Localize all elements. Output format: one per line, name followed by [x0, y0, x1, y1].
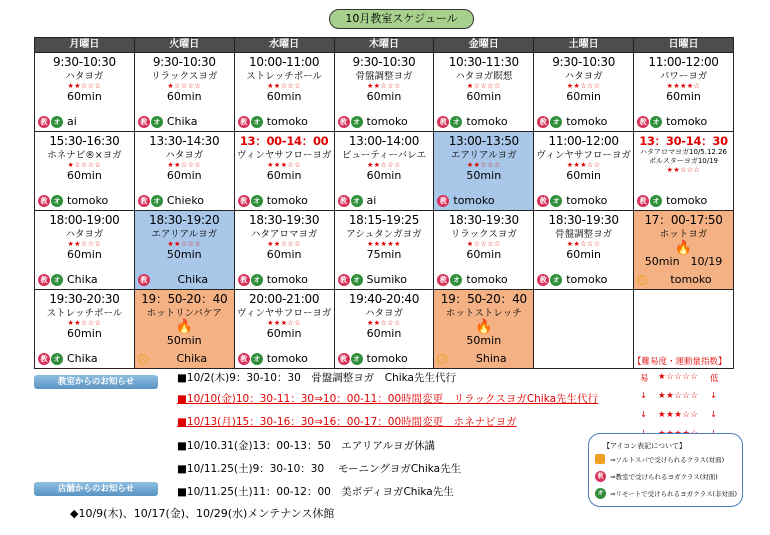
class-cell[interactable]: [35, 211, 135, 290]
classroom-icon: 教: [437, 116, 449, 128]
schedule-body: [35, 53, 734, 369]
difficulty-stars: ★☆☆☆☆: [67, 161, 102, 169]
class-name: ハタヨガ: [564, 71, 603, 82]
class-footer: [38, 194, 132, 207]
class-name: ハタヨガ: [364, 308, 403, 319]
class-time: 13：30-14：30: [639, 134, 728, 148]
teacher-name: tomoko: [366, 114, 408, 128]
class-duration: 60min: [67, 90, 102, 103]
class-name: 骨盤調整ヨガ: [555, 229, 613, 240]
schedule-table: [34, 37, 734, 369]
notice-line: ■10/13(月)15：30-16：30⇒16：00-17：00時間変更 ホネナビヨガ: [177, 416, 517, 428]
class-name: ヴィンヤサフローヨガ: [536, 150, 631, 161]
class-time: 20:00-21:00: [249, 292, 320, 306]
class-time: 18:30-19:20: [149, 213, 220, 227]
classroom-icon: 教: [338, 353, 350, 365]
class-time: 13:30-14:30: [149, 134, 220, 148]
teacher-name: tomoko: [266, 193, 308, 207]
teacher-name: Chika: [67, 351, 98, 365]
class-name: ストレッチポール: [46, 308, 123, 319]
teacher-name: tomoko: [566, 193, 608, 207]
online-icon: オ: [151, 116, 163, 128]
class-duration: 60min: [266, 248, 302, 261]
class-cell[interactable]: [334, 132, 434, 211]
class-time: 10:30-11:30: [448, 55, 519, 69]
teacher-name: tomoko: [466, 114, 508, 128]
class-time: 18:30-19:30: [448, 213, 519, 227]
class-name: ハタアロマヨガ: [250, 229, 318, 240]
class-time: 9:30-10:30: [152, 55, 216, 69]
class-time: 13:00-14:00: [348, 134, 420, 148]
class-duration: 60min: [566, 90, 602, 103]
class-name: アシュタンガヨガ: [346, 229, 422, 240]
class-footer: [437, 115, 531, 128]
classroom-icon: 教: [537, 195, 549, 207]
class-cell[interactable]: [434, 211, 534, 290]
class-duration: 60min: [166, 169, 202, 182]
class-duration: 60min: [67, 327, 102, 340]
online-icon: オ: [550, 116, 562, 128]
class-time: 11:00-12:00: [548, 134, 619, 148]
teacher-name: tomoko: [266, 351, 308, 365]
class-footer: [338, 352, 432, 365]
day-header-mon: 月曜日: [35, 38, 135, 53]
teacher-name: tomoko: [666, 114, 708, 128]
difficulty-stars: ★★☆☆☆: [566, 240, 601, 248]
classroom-icon: 教: [38, 195, 50, 207]
class-name: リラックスヨガ: [151, 71, 218, 82]
difficulty-stars: ★★★★★: [367, 240, 401, 248]
class-cell[interactable]: [234, 53, 334, 132]
class-duration: 75min: [366, 248, 402, 261]
online-icon: オ: [351, 274, 363, 286]
class-duration: 60min: [366, 169, 402, 182]
icon-legend-row: オ ⇒リモートで受けられるヨガクラス(非対面): [595, 488, 737, 499]
class-cell[interactable]: [334, 290, 434, 369]
class-cell[interactable]: [534, 132, 634, 211]
class-cell[interactable]: [434, 132, 534, 211]
class-footer: [138, 273, 232, 286]
classroom-icon: 教: [437, 274, 449, 286]
class-time: 18:15-19:25: [348, 213, 420, 227]
teacher-name: Chika: [177, 272, 209, 286]
class-time: 9:30-10:30: [52, 55, 116, 69]
online-icon: オ: [351, 116, 363, 128]
class-name: 骨盤調整ヨガ: [355, 71, 413, 82]
teacher-name: tomoko: [266, 272, 308, 286]
online-icon: オ: [550, 195, 562, 207]
class-name: ヴィンヤサフローヨガ: [236, 150, 332, 161]
teacher-name: tomoko: [67, 193, 109, 207]
class-footer: [238, 115, 332, 128]
class-footer: [238, 273, 332, 286]
class-footer: [637, 115, 731, 128]
class-duration: 50min: [466, 334, 502, 347]
class-duration: 60min: [266, 90, 302, 103]
classroom-icon: 教: [238, 353, 250, 365]
teacher-name: tomoko: [266, 114, 308, 128]
class-cell[interactable]: [234, 211, 334, 290]
online-icon: オ: [251, 195, 263, 207]
day-header-sat: 土曜日: [534, 38, 634, 53]
online-icon: オ: [450, 116, 462, 128]
classroom-icon: 教: [637, 116, 649, 128]
difficulty-stars: ★☆☆☆☆: [466, 240, 501, 248]
online-icon: オ: [450, 274, 462, 286]
difficulty-stars: ★★☆☆☆: [566, 82, 601, 90]
class-name: ハタアロマヨガ10/5.12.26: [640, 148, 728, 156]
difficulty-stars: ★★★☆☆: [566, 161, 601, 169]
teacher-name: tomoko: [566, 272, 608, 286]
classroom-icon: 教: [338, 274, 350, 286]
class-name: ホネナビ®×ヨガ: [47, 150, 122, 161]
class-name: ハタヨガ: [65, 71, 104, 82]
class-footer: [637, 273, 731, 286]
classroom-icon: 教: [338, 195, 350, 207]
difficulty-stars: ★★★☆☆: [267, 161, 302, 169]
class-time: 9:30-10:30: [552, 55, 616, 69]
class-cell[interactable]: [634, 132, 734, 211]
online-icon: オ: [151, 195, 163, 207]
class-time: 13：00-14：00: [239, 134, 329, 148]
classroom-icon: 教: [138, 274, 150, 286]
online-icon: オ: [51, 353, 63, 365]
class-cell[interactable]: [534, 53, 634, 132]
class-cell[interactable]: [35, 53, 135, 132]
difficulty-stars: ★★☆☆☆: [67, 82, 102, 90]
class-cell[interactable]: [334, 53, 434, 132]
teacher-name: ai: [366, 193, 377, 207]
notice-line: ■10/10.31(金)13：00-13：50 エアリアルヨガ休講: [177, 440, 435, 452]
class-cell[interactable]: [35, 290, 135, 369]
class-time: 19:30-20:30: [49, 292, 120, 306]
class-time: 15:30-16:30: [49, 134, 120, 148]
class-footer: [437, 352, 531, 365]
difficulty-legend-row: ↓ ★★★☆☆ ↓: [640, 410, 718, 420]
difficulty-stars: ★★☆☆☆: [167, 240, 202, 248]
teacher-name: Chika: [166, 114, 198, 128]
class-cell[interactable]: [434, 290, 534, 369]
teacher-name: tomoko: [566, 114, 608, 128]
class-cell[interactable]: [634, 211, 734, 290]
notice-line: ■10/11.25(土)9：30-10：30 モーニングヨガChika先生: [177, 463, 462, 475]
class-time: 19：50-20：40: [141, 292, 228, 306]
class-name: ホットリンパケア: [146, 308, 222, 319]
schedule-title: 10月教室スケジュール: [329, 9, 474, 29]
notice-line: ■10/10(金)10：30-11：30⇒10：00-11：00時間変更 リラックスヨガChika先生代行: [177, 393, 599, 405]
day-header-sun: 日曜日: [634, 38, 734, 53]
class-time: 10:00-11:00: [249, 55, 320, 69]
classroom-icon: 教: [437, 195, 449, 207]
fire-icon: 🔥: [674, 240, 693, 256]
difficulty-stars: ★★☆☆☆: [466, 161, 501, 169]
class-time: 18:30-19:30: [249, 213, 320, 227]
online-icon: オ: [51, 195, 63, 207]
class-duration: 60min: [266, 169, 302, 182]
class-footer: [138, 194, 232, 207]
class-footer: [338, 273, 432, 286]
class-name: エアリアルヨガ: [450, 150, 517, 161]
difficulty-stars: ★★☆☆☆: [167, 161, 202, 169]
class-duration: 60min: [666, 90, 701, 103]
teacher-name: tomoko: [670, 272, 712, 286]
classroom-icon: 教: [38, 116, 50, 128]
class-name: リラックスヨガ: [450, 229, 517, 240]
class-name: ビューティーバレエ: [341, 150, 427, 161]
classroom-icon: 教: [595, 471, 606, 482]
icon-legend-box: [588, 433, 743, 507]
class-footer: [38, 115, 132, 128]
difficulty-legend-title: 【難易度・運動量指数】: [633, 357, 727, 367]
icon-legend-row: 教 ⇒教室で受けられるヨガクラス(対面): [595, 471, 718, 482]
class-duration: 60min: [266, 327, 302, 340]
class-time: 17：00-17:50: [644, 213, 723, 227]
online-icon: オ: [351, 195, 363, 207]
class-duration: 60min: [166, 90, 202, 103]
class-duration: 60min: [466, 248, 502, 261]
difficulty-stars: ★★☆☆☆: [267, 240, 302, 248]
classroom-icon: 教: [637, 195, 649, 207]
teacher-name: ai: [67, 114, 77, 128]
difficulty-stars: ★★★★☆: [666, 82, 701, 90]
difficulty-stars: ★★☆☆☆: [367, 161, 401, 169]
online-icon: オ: [251, 353, 263, 365]
classroom-notice-button[interactable]: 教室からのお知らせ: [34, 375, 158, 389]
online-icon: オ: [595, 488, 606, 499]
difficulty-stars: ★★☆☆☆: [67, 240, 102, 248]
online-icon: オ: [650, 116, 662, 128]
classroom-icon: 教: [138, 116, 150, 128]
online-icon: オ: [251, 274, 263, 286]
difficulty-stars: ★☆☆☆☆: [167, 82, 202, 90]
class-footer: [338, 115, 432, 128]
salt-spa-icon: ☼: [638, 275, 646, 284]
class-footer: [437, 273, 531, 286]
class-footer: [637, 194, 731, 207]
difficulty-legend-row: 易 ★☆☆☆☆ 低: [640, 372, 719, 384]
day-header-wed: 水曜日: [234, 38, 334, 53]
difficulty-stars: ★★☆☆☆: [367, 82, 401, 90]
online-icon: オ: [51, 274, 63, 286]
fire-icon: 🔥: [475, 319, 493, 335]
class-cell[interactable]: [134, 211, 234, 290]
icon-legend-row: ⇒ソルトスパで受けられるクラス(対面): [595, 454, 724, 464]
classroom-icon: 教: [38, 274, 50, 286]
class-duration: 50min: [166, 248, 202, 261]
notice-line: ■10/11.25(土)11：00-12：00 美ボディヨガChika先生: [177, 486, 454, 498]
day-header-tue: 火曜日: [134, 38, 234, 53]
teacher-name: Chika: [176, 351, 208, 365]
class-cell[interactable]: [35, 132, 135, 211]
notice-line: ■10/2(木)9：30-10：30 骨盤調整ヨガ Chika先生代行: [177, 372, 456, 384]
class-name: ストレッチポール: [246, 71, 322, 82]
class-cell[interactable]: [534, 211, 634, 290]
class-time: 19：50-20：40: [440, 292, 527, 306]
fire-icon: 🔥: [175, 319, 193, 335]
day-header-thu: 木曜日: [334, 38, 434, 53]
class-cell[interactable]: [234, 132, 334, 211]
empty-cell: [534, 290, 634, 369]
difficulty-stars: ★★★☆☆: [267, 319, 302, 327]
class-name: パワーヨガ: [659, 71, 708, 82]
online-icon: オ: [251, 116, 263, 128]
class-duration: 50min: [166, 334, 202, 347]
teacher-name: Sumiko: [366, 272, 407, 286]
teacher-name: tomoko: [366, 351, 408, 365]
online-icon: オ: [550, 274, 562, 286]
class-cell[interactable]: [634, 53, 734, 132]
class-name: ホットヨガ: [659, 229, 708, 240]
class-time: 9:30-10:30: [352, 55, 416, 69]
schedule-row: [35, 211, 734, 290]
class-footer: [238, 352, 332, 365]
class-footer: [437, 194, 531, 207]
classroom-icon: 教: [537, 116, 549, 128]
maintenance-notice: ◆10/9(木)、10/17(金)、10/29(水)メンテナンス休館: [70, 507, 335, 520]
online-icon: オ: [351, 353, 363, 365]
class-name: ヴィンヤサフローヨガ: [236, 308, 332, 319]
difficulty-stars: ★★☆☆☆: [67, 319, 102, 327]
salt-spa-icon: [595, 454, 605, 464]
class-cell[interactable]: [234, 290, 334, 369]
teacher-name: tomoko: [453, 193, 495, 207]
class-name: ハタヨガ瞑想: [455, 71, 513, 82]
class-time: 18:30-19:30: [548, 213, 619, 227]
classroom-icon: 教: [38, 353, 50, 365]
classroom-icon: 教: [238, 116, 250, 128]
class-cell[interactable]: [334, 211, 434, 290]
online-icon: オ: [650, 195, 662, 207]
online-icon: オ: [51, 116, 63, 128]
class-cell[interactable]: [434, 53, 534, 132]
icon-legend-title: 【アイコン表記について】: [603, 442, 686, 450]
class-time: 13:00-13:50: [448, 134, 519, 148]
schedule-row: [35, 132, 734, 211]
class-cell[interactable]: [134, 290, 234, 369]
teacher-name: Chika: [67, 272, 98, 286]
class-footer: [338, 194, 432, 207]
class-duration: 60min: [466, 90, 502, 103]
schedule-row: [35, 290, 734, 369]
salt-spa-icon: ☼: [439, 354, 446, 363]
teacher-name: tomoko: [666, 193, 708, 207]
class-duration: 60min: [366, 327, 402, 340]
class-footer: [537, 273, 631, 286]
teacher-name: Chieko: [166, 193, 205, 207]
store-notice-button[interactable]: 店舗からのお知らせ: [34, 482, 158, 496]
classroom-icon: 教: [537, 274, 549, 286]
class-footer: [38, 273, 132, 286]
class-duration: 60min: [67, 169, 102, 182]
class-name: ハタヨガ: [165, 150, 204, 161]
difficulty-stars: ★☆☆☆☆: [466, 82, 501, 90]
teacher-name: tomoko: [466, 272, 508, 286]
class-cell[interactable]: [134, 132, 234, 211]
class-duration: 60min: [366, 90, 402, 103]
class-time: 19:40-20:40: [348, 292, 420, 306]
class-time: 18:00-19:00: [49, 213, 120, 227]
difficulty-stars: ★★☆☆☆: [666, 166, 701, 174]
class-name: ホットストレッチ: [445, 308, 522, 319]
class-footer: [537, 194, 631, 207]
class-duration: 60min: [566, 169, 602, 182]
classroom-icon: 教: [338, 116, 350, 128]
class-footer: [38, 352, 132, 365]
classroom-icon: 教: [238, 274, 250, 286]
difficulty-stars: ★★☆☆☆: [267, 82, 302, 90]
classroom-icon: 教: [138, 195, 150, 207]
classroom-icon: 教: [238, 195, 250, 207]
schedule-row: [35, 53, 734, 132]
class-footer: [537, 115, 631, 128]
class-duration: 60min: [67, 248, 102, 261]
class-name: ハタヨガ: [65, 229, 104, 240]
class-cell[interactable]: [134, 53, 234, 132]
class-footer: [138, 352, 232, 365]
class-footer: [238, 194, 332, 207]
class-footer: [138, 115, 232, 128]
class-duration: 60min: [566, 248, 602, 261]
teacher-name: Shina: [475, 351, 507, 365]
class-name: エアリアルヨガ: [151, 229, 218, 240]
salt-spa-icon: ☼: [139, 354, 146, 363]
day-header-fri: 金曜日: [434, 38, 534, 53]
difficulty-stars: ★★☆☆☆: [367, 319, 401, 327]
class-name-secondary: ポルスターヨガ10/19: [649, 157, 719, 165]
difficulty-legend-row: ↓ ★★☆☆☆ ↓: [640, 391, 718, 401]
class-duration: 50min 10/19: [644, 255, 723, 268]
class-time: 11:00-12:00: [648, 55, 719, 69]
class-duration: 50min: [466, 169, 502, 182]
